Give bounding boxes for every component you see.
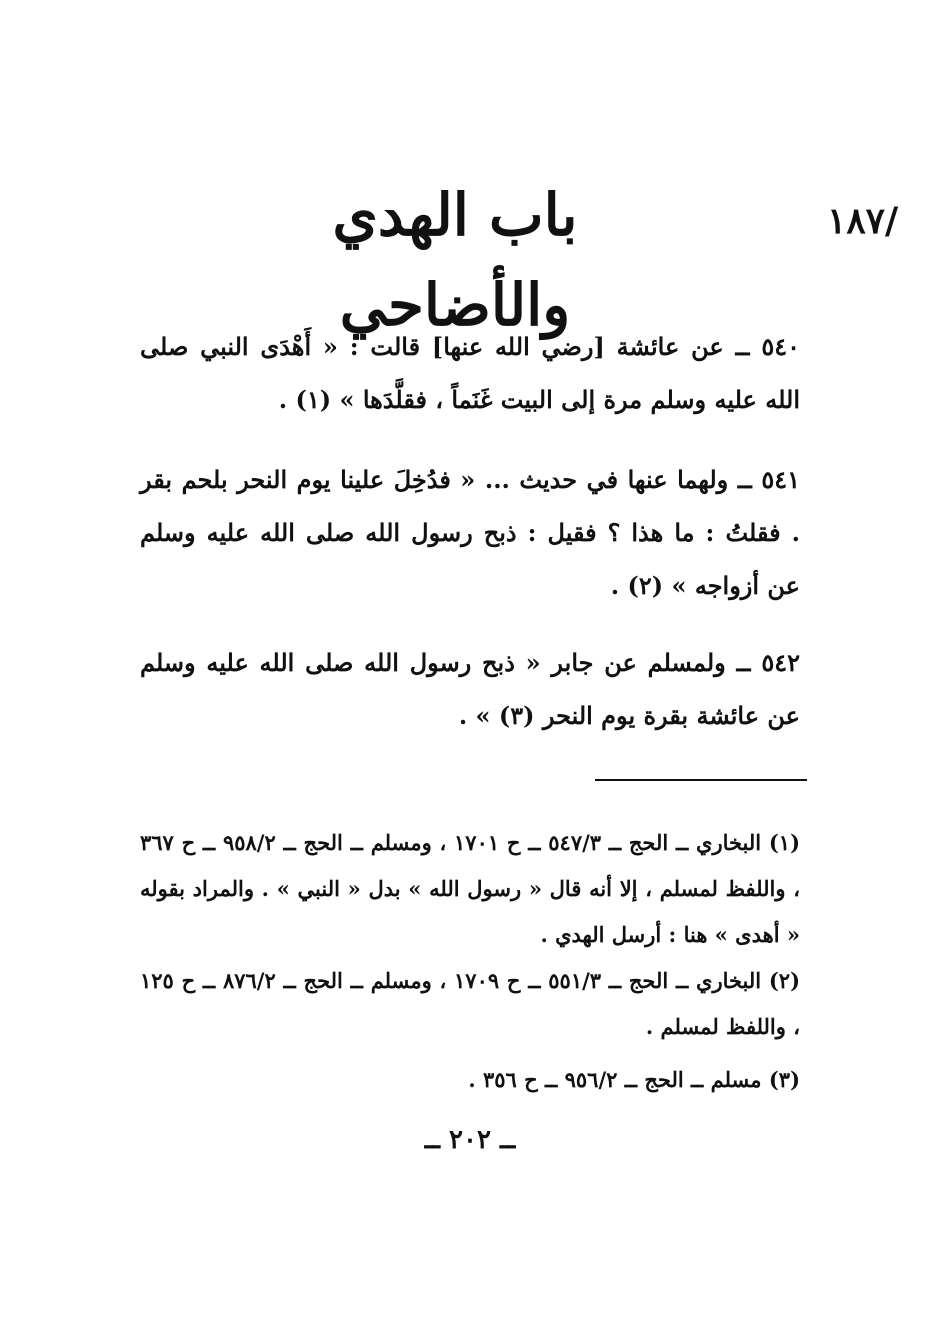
hadith-text: ٥٤٠ ــ عن عائشة [رضي الله عنها] قالت : « أَهْدَى النبي صلى الله عليه وسلم مرة إلى البيت غَنَماً ، فقلَّدَها » (١) . — [140, 332, 800, 414]
footnote-text: (٣) مسلم ــ الحج ــ ٩٥٦/٢ ــ ح ٣٥٦ . — [468, 1067, 800, 1092]
footnote-1 — [140, 820, 800, 958]
hadith-541 — [140, 453, 800, 612]
footnote-2 — [140, 958, 800, 1050]
footnote-text: (١) البخاري ــ الحج ــ ٥٤٧/٣ ــ ح ١٧٠١ ، ومسلم ــ الحج ــ ٩٥٨/٢ ــ ح ٣٦٧ ، واللفظ لمسلم ، إلا أنه قال « رسول الله » بدل « النبي » . والمراد بقوله « أهدى » هنا : أرسل الهدي . — [140, 830, 801, 947]
hadith-542 — [140, 636, 800, 742]
side-reference-number: ١٨٧/ — [827, 200, 899, 242]
chapter-title: باب الهدي والأضاحي — [332, 181, 578, 339]
footnote-3 — [140, 1057, 800, 1103]
hadith-text: ٥٤١ ــ ولهما عنها في حديث ... « فدُخِلَ علينا يوم النحر بلحم بقر . فقلتُ : ما هذا ؟ فقيل : ذبح رسول الله صلى الله عليه وسلم عن أزواجه » (٢) . — [140, 465, 801, 600]
hadith-text: ٥٤٢ ــ ولمسلم عن جابر « ذبح رسول الله صلى الله عليه وسلم عن عائشة بقرة يوم النحر (٣) » . — [140, 648, 800, 730]
page-number: ــ ٢٠٢ ــ — [424, 1125, 516, 1155]
footnote-text: (٢) البخاري ــ الحج ــ ٥٥١/٣ ــ ح ١٧٠٩ ، ومسلم ــ الحج ــ ٨٧٦/٢ ــ ح ١٢٥ ، واللفظ لمسلم . — [140, 968, 801, 1039]
hadith-540 — [140, 320, 800, 426]
footnote-divider — [595, 779, 807, 781]
